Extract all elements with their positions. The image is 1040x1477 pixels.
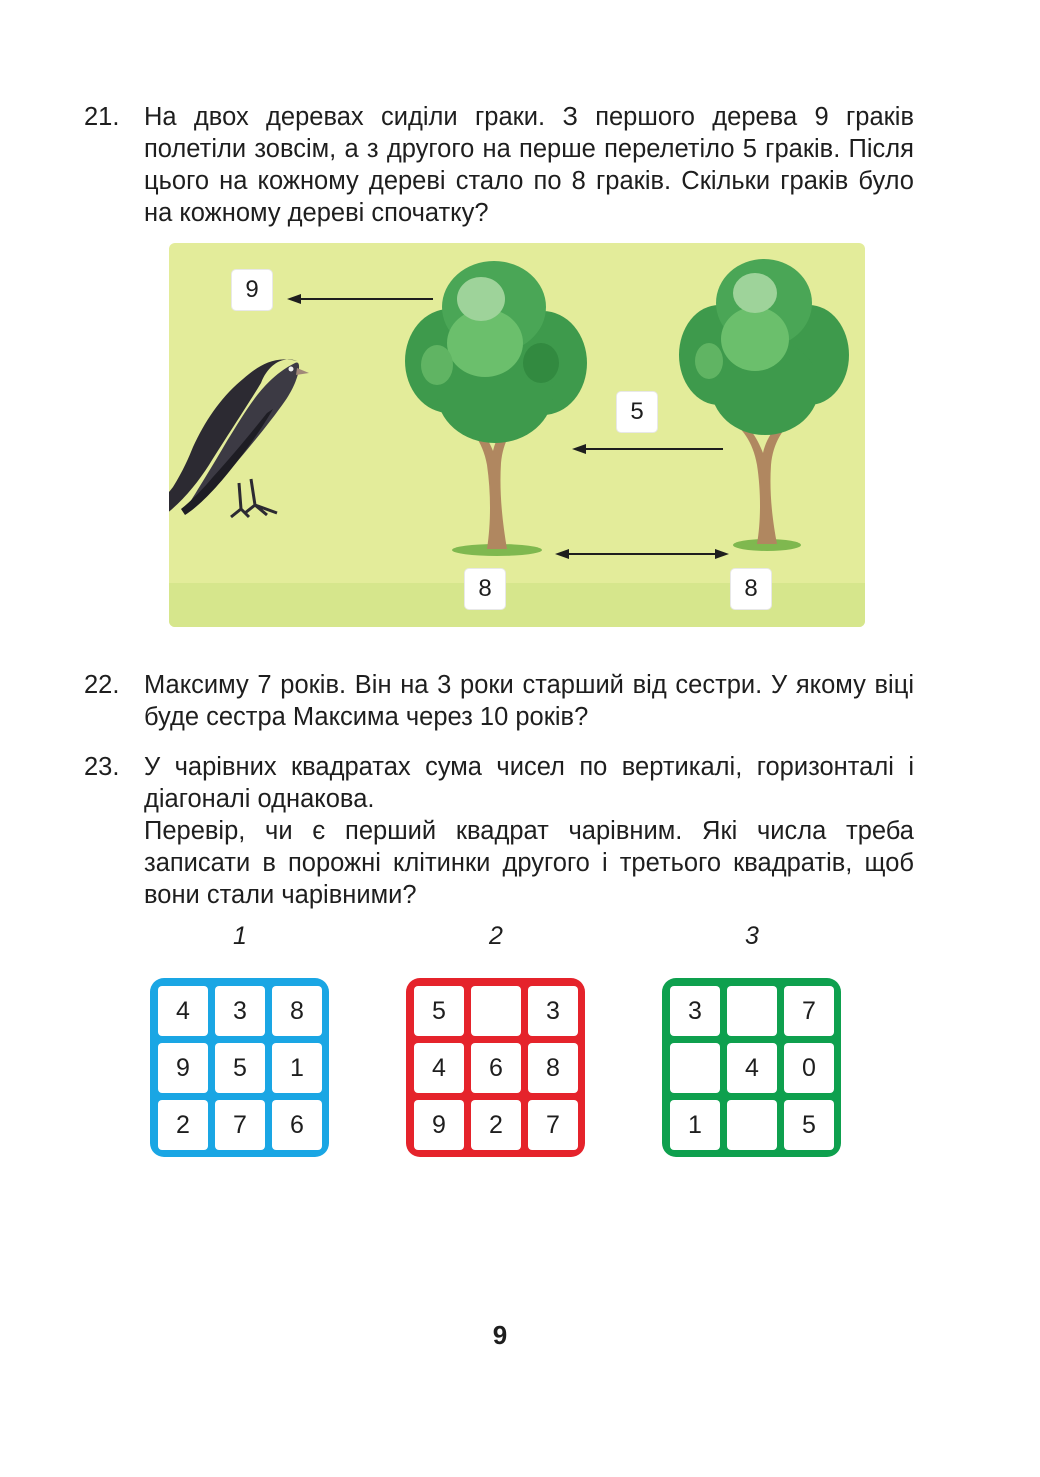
square-cell: 6 — [272, 1100, 322, 1150]
magic-square-3 — [662, 978, 841, 1157]
square-cell: 5 — [215, 1043, 265, 1093]
square-cell: 1 — [272, 1043, 322, 1093]
problem-number: 22. — [84, 671, 120, 699]
square-cell: 7 — [784, 986, 834, 1036]
tree1-after-count: 8 — [465, 569, 505, 609]
tree2-after-count: 8 — [731, 569, 771, 609]
square-cell: 1 — [670, 1100, 720, 1150]
square-cell: 9 — [414, 1100, 464, 1150]
square-cell: 3 — [670, 986, 720, 1036]
problem-21 — [84, 101, 914, 229]
square-cell: 5 — [784, 1100, 834, 1150]
problem-text-task: Перевір, чи є перший квадрат чарівним. Які числа треба записати в порожні клітинки другого і третього квадратів, щоб вони стали чарівними? — [144, 817, 914, 909]
square-cell-empty[interactable] — [471, 986, 521, 1036]
problem-number: 21. — [84, 103, 120, 131]
square-cell: 4 — [414, 1043, 464, 1093]
problem-text: Максиму 7 років. Він на 3 роки старший від сестри. У якому віці буде сестра Максима через 10 років? — [144, 671, 914, 731]
square-cell-empty[interactable] — [727, 986, 777, 1036]
square-cell: 6 — [471, 1043, 521, 1093]
square-cell: 9 — [158, 1043, 208, 1093]
problem-22 — [84, 669, 914, 733]
page-number: 9 — [492, 1320, 508, 1350]
problem-text-definition: У чарівних квадратах сума чисел по вертикалі, горизонталі і діагоналі однакова. — [144, 753, 914, 813]
square-cell: 8 — [528, 1043, 578, 1093]
magic-square-2 — [406, 978, 585, 1157]
rooks-trees-illustration — [169, 243, 865, 627]
square-cell: 3 — [528, 986, 578, 1036]
square-cell: 2 — [158, 1100, 208, 1150]
square-cell: 0 — [784, 1043, 834, 1093]
magic-square-1 — [150, 978, 329, 1157]
square-cell: 7 — [215, 1100, 265, 1150]
square-cell: 4 — [727, 1043, 777, 1093]
problem-text: На двох деревах сиділи граки. З першого дерева 9 граків полетіли зовсім, а з другого на перше перелетіло 5 граків. Після цього на кожному дереві стало по 8 граків. Скільки граків було на кожному дереві спочатку? — [144, 103, 914, 227]
square-cell: 4 — [158, 986, 208, 1036]
flew-away-count: 9 — [232, 270, 272, 310]
square-cell-empty[interactable] — [670, 1043, 720, 1093]
square-1-label: 1 — [233, 922, 247, 950]
moved-count: 5 — [617, 392, 657, 432]
square-2-label: 2 — [489, 922, 503, 950]
square-cell: 3 — [215, 986, 265, 1036]
square-cell: 2 — [471, 1100, 521, 1150]
square-cell: 7 — [528, 1100, 578, 1150]
problem-23 — [84, 751, 914, 911]
square-cell-empty[interactable] — [727, 1100, 777, 1150]
square-3-label: 3 — [745, 922, 759, 950]
problem-number: 23. — [84, 753, 120, 781]
square-cell: 8 — [272, 986, 322, 1036]
square-cell: 5 — [414, 986, 464, 1036]
